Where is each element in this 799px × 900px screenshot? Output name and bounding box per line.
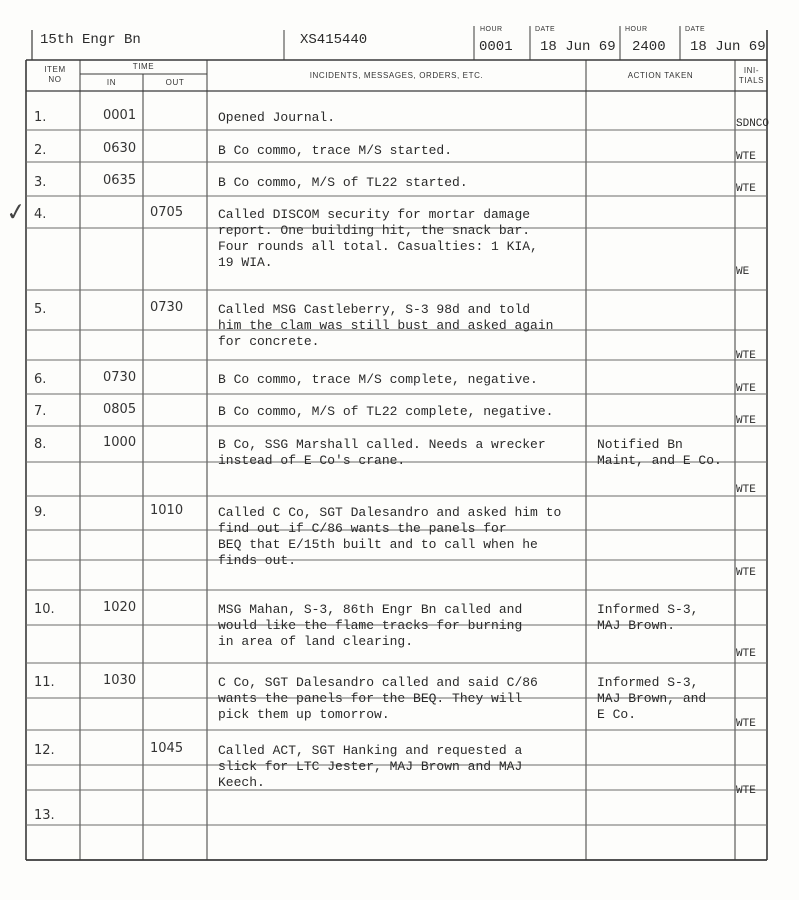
unit-name: 15th Engr Bn — [40, 32, 141, 48]
entry-initials: WTE — [736, 415, 756, 427]
entry-text-line: Called C Co, SGT Dalesandro and asked him to — [218, 505, 562, 520]
entry-time-in: 1000 — [103, 435, 137, 450]
entry-time-in: 0730 — [103, 370, 137, 385]
entry-action-line: MAJ Brown, and — [597, 691, 707, 706]
entry-initials: WTE — [736, 718, 756, 730]
entry-action-line: E Co. — [597, 707, 637, 722]
entry-number: 9. — [34, 505, 47, 520]
entry-action-line: Informed S-3, — [597, 602, 699, 617]
from-hour-label: HOUR — [480, 26, 503, 33]
column-header-time: TIME — [132, 62, 155, 71]
entry-initials: WTE — [736, 648, 756, 660]
entry-text-line: Opened Journal. — [218, 110, 336, 125]
entry-number: 5. — [34, 302, 47, 317]
entry-text-line: Called DISCOM security for mortar damage — [218, 207, 531, 222]
entry-time-in: 1030 — [103, 673, 137, 688]
entry-time-in: 0635 — [103, 173, 137, 188]
entry-text-line: MSG Mahan, S-3, 86th Engr Bn called and — [218, 602, 523, 617]
from-date: 18 Jun 69 — [540, 39, 616, 55]
entry-text-line: BEQ that E/15th built and to call when he — [218, 537, 538, 552]
column-header-out: OUT — [165, 78, 185, 87]
entry-text-line: B Co commo, M/S of TL22 started. — [218, 175, 468, 190]
entry-initials: WTE — [736, 350, 756, 362]
entry-time-out: 1010 — [150, 503, 184, 518]
entry-text-line: B Co commo, trace M/S complete, negative. — [218, 372, 538, 387]
entry-action-line: Notified Bn — [597, 437, 683, 452]
entry-number: 12. — [34, 743, 55, 758]
entry-number: 10. — [34, 602, 55, 617]
entry-initials: SDNCO — [736, 118, 770, 130]
to-date: 18 Jun 69 — [690, 39, 766, 55]
column-header-item-no: ITEM NO — [44, 65, 66, 84]
entry-time-in: 0630 — [103, 141, 137, 156]
entry-action-line: Maint, and E Co. — [597, 453, 722, 468]
entry-text-line: him the clam was still bust and asked again — [218, 318, 554, 333]
to-date-label: DATE — [685, 26, 706, 33]
entry-text-line: report. One building hit, the snack bar. — [218, 223, 531, 238]
column-header-in: IN — [106, 78, 117, 87]
entry-time-in: 1020 — [103, 600, 137, 615]
entry-number: 13. — [34, 808, 55, 823]
entry-text-line: 19 WIA. — [218, 255, 273, 270]
entry-text-line: for concrete. — [218, 334, 320, 349]
column-header-initials: INI- TIALS — [738, 66, 765, 85]
entry-text-line: B Co commo, M/S of TL22 complete, negative. — [218, 404, 554, 419]
entry-time-out: 0705 — [150, 205, 184, 220]
entry-time-in: 0805 — [103, 402, 137, 417]
entry-initials: WE — [736, 266, 750, 278]
entry-number: 4. — [34, 207, 47, 222]
from-date-label: DATE — [535, 26, 556, 33]
entry-text-line: Keech. — [218, 775, 265, 790]
grid-reference: XS415440 — [300, 32, 368, 48]
entry-time-out: 0730 — [150, 300, 184, 315]
to-hour-label: HOUR — [625, 26, 648, 33]
column-header-action: ACTION TAKEN — [627, 71, 694, 80]
entry-initials: WTE — [736, 151, 756, 163]
entry-initials: WTE — [736, 567, 756, 579]
entry-text-line: pick them up tomorrow. — [218, 707, 390, 722]
entry-initials: WTE — [736, 183, 756, 195]
entry-number: 7. — [34, 404, 47, 419]
entry-text-line: in area of land clearing. — [218, 634, 414, 649]
entry-action-line: MAJ Brown. — [597, 618, 676, 633]
entry-initials: WTE — [736, 484, 756, 496]
entry-number: 1. — [34, 110, 47, 125]
entry-text-line: find out if C/86 wants the panels for — [218, 521, 507, 536]
entry-text-line: B Co, SSG Marshall called. Needs a wrecker — [218, 437, 546, 452]
to-hour: 2400 — [632, 39, 666, 55]
margin-checkmark: ✓ — [4, 196, 28, 228]
entry-text-line: Called MSG Castleberry, S-3 98d and told — [218, 302, 531, 317]
from-hour: 0001 — [479, 39, 513, 55]
entry-text-line: would like the flame tracks for burning — [218, 618, 523, 633]
entry-text-line: Four rounds all total. Casualties: 1 KIA, — [218, 239, 538, 254]
entry-action-line: Informed S-3, — [597, 675, 699, 690]
entry-text-line: slick for LTC Jester, MAJ Brown and MAJ — [218, 759, 523, 774]
entry-text-line: Called ACT, SGT Hanking and requested a — [218, 743, 523, 758]
entry-number: 11. — [34, 675, 55, 690]
entry-number: 6. — [34, 372, 47, 387]
column-header-incidents: INCIDENTS, MESSAGES, ORDERS, ETC. — [309, 71, 484, 80]
entry-number: 3. — [34, 175, 47, 190]
entry-time-out: 1045 — [150, 741, 184, 756]
entry-time-in: 0001 — [103, 108, 137, 123]
entry-text-line: instead of E Co's crane. — [218, 453, 406, 468]
entry-number: 2. — [34, 143, 47, 158]
entry-initials: WTE — [736, 383, 756, 395]
entry-text-line: wants the panels for the BEQ. They will — [218, 691, 523, 706]
entry-number: 8. — [34, 437, 47, 452]
entry-initials: WTE — [736, 785, 756, 797]
entry-text-line: B Co commo, trace M/S started. — [218, 143, 453, 158]
entry-text-line: C Co, SGT Dalesandro called and said C/86 — [218, 675, 538, 690]
entry-text-line: finds out. — [218, 553, 297, 568]
